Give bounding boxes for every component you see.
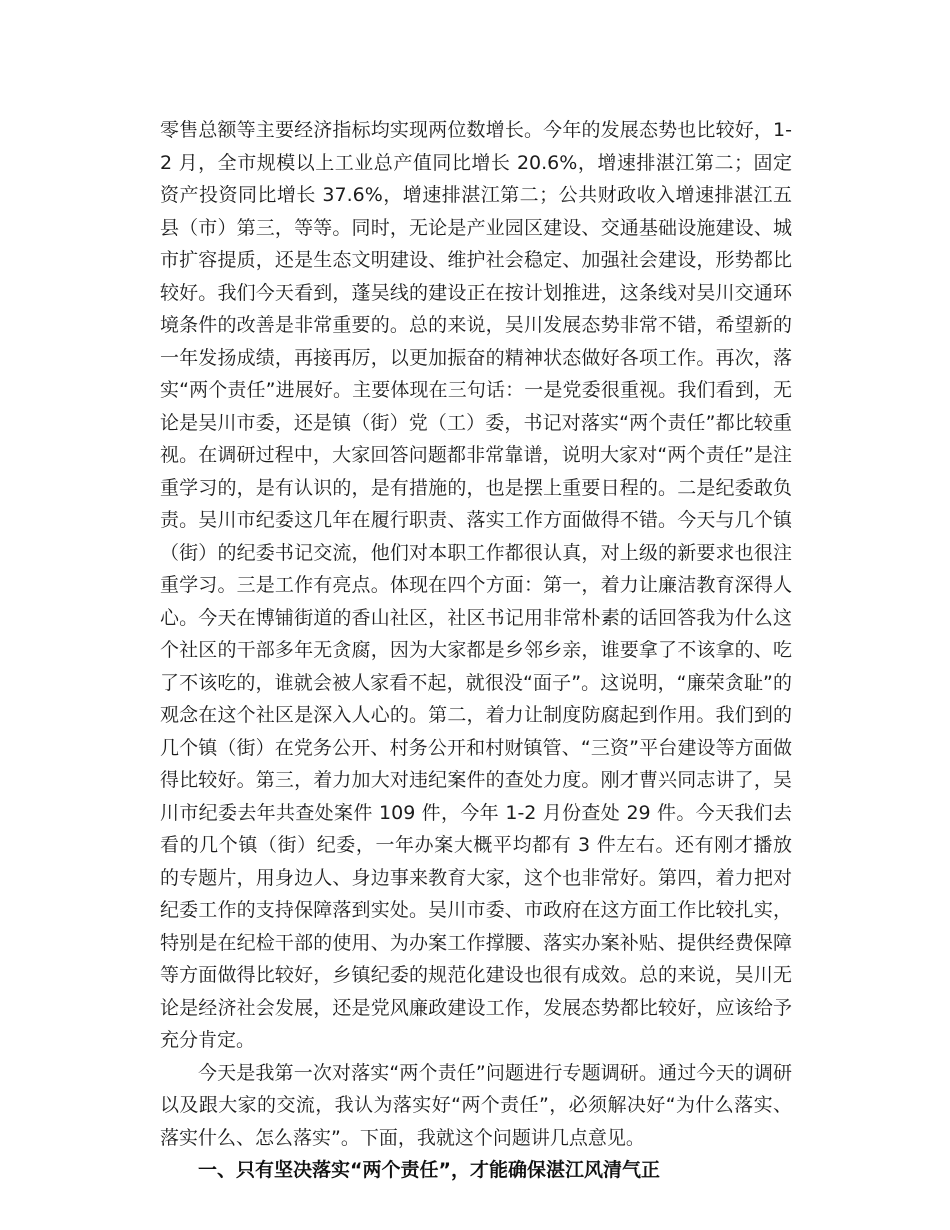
body-paragraph-2: 今天是我第一次对落实“两个责任”问题进行专题调研。通过今天的调研以及跟大家的交流，我认为落实好“两个责任”，必须解决好“为什么落实、落实什么、怎么落实”。下面，我就这个问题讲几点意见。 — [160, 1061, 792, 1149]
document-body — [160, 114, 792, 1187]
section-heading-1: 一、只有坚决落实“两个责任”，才能确保湛江风清气正 — [198, 1159, 660, 1181]
body-paragraph-1: 零售总额等主要经济指标均实现两位数增长。今年的发展态势也比较好，1-2 月，全市规模以上工业总产值同比增长 20.6%，增速排湛江第二；固定资产投资同比增长 37.6%，增速排湛江第二；公共财政收入增速排湛江五县（市）第三，等等。同时，无论是产业园区建设、交通基础设施建设、城市扩容提质，还是生态文明建设、维护社会稳定、加强社会建设，形势都比较好。我们今天看到，蓬吴线的建设正在按计划推进，这条线对吴川交通环境条件的改善是非常重要的。总的来说，吴川发展态势非常不错，希望新的一年发扬成绩，再接再厉，以更加振奋的精神状态做好各项工作。再次，落实“两个责任”进展好。主要体现在三句话：一是党委很重视。我们看到，无论是吴川市委，还是镇（街）党（工）委，书记对落实“两个责任”都比较重视。在调研过程中，大家回答问题都非常靠谱，说明大家对“两个责任”是注重学习的，是有认识的，是有措施的，也是摆上重要日程的。二是纪委敢负责。吴川市纪委这几年在履行职责、落实工作方面做得不错。今天与几个镇（街）的纪委书记交流，他们对本职工作都很认真，对上级的新要求也很注重学习。三是工作有亮点。体现在四个方面：第一，着力让廉洁教育深得人心。今天在博铺街道的香山社区，社区书记用非常朴素的话回答我为什么这个社区的干部多年无贪腐，因为大家都是乡邻乡亲，谁要拿了不该拿的、吃了不该吃的，谁就会被人家看不起，就很没“面子”。这说明，“廉荣贪耻”的观念在这个社区是深入人心的。第二，着力让制度防腐起到作用。我们到的几个镇（街）在党务公开、村务公开和村财镇管、“三资”平台建设等方面做得比较好。第三，着力加大对违纪案件的查处力度。刚才曹兴同志讲了，吴川市纪委去年共查处案件 109 件，今年 1-2 月份查处 29 件。今天我们去看的几个镇（街）纪委，一年办案大概平均都有 3 件左右。还有刚才播放的专题片，用身边人、身边事来教育大家，这个也非常好。第四，着力把对纪委工作的支持保障落到实处。吴川市委、市政府在这方面工作比较扎实，特别是在纪检干部的使用、为办案工作撑腰、落实办案补贴、提供经费保障等方面做得比较好，乡镇纪委的规范化建设也很有成效。总的来说，吴川无论是经济社会发展，还是党风廉政建设工作，发展态势都比较好，应该给予充分肯定。 — [160, 119, 792, 1051]
